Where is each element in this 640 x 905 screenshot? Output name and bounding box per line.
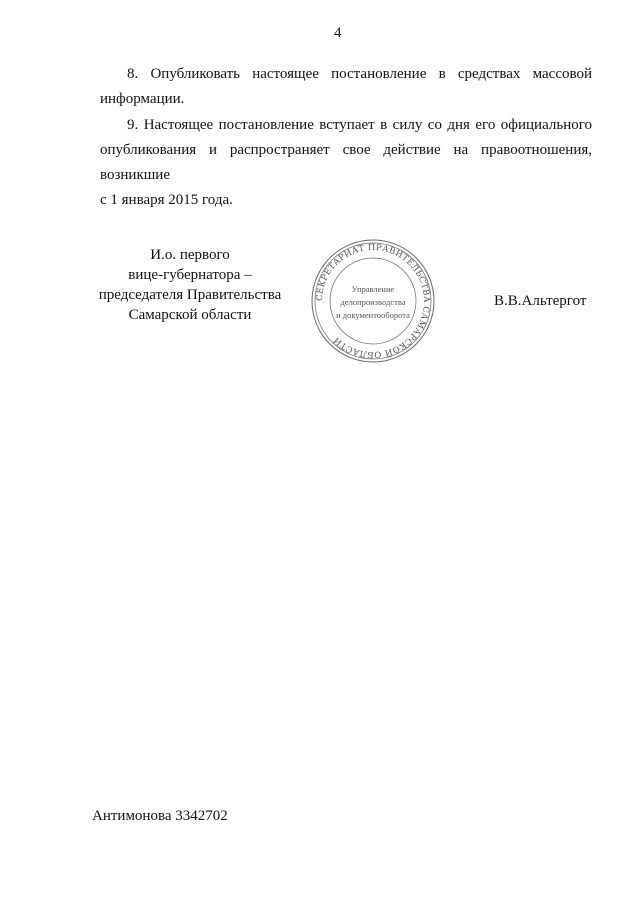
stamp-ring-text: СЕКРЕТАРИАТ ПРАВИТЕЛЬСТВА САМАРСКОЙ ОБЛАСТИ bbox=[314, 242, 432, 360]
paragraph-9 bbox=[100, 113, 592, 213]
paragraph-line: 8. Опубликовать настоящее постановление в средствах массовой bbox=[127, 66, 592, 82]
paragraph-line: информации. bbox=[100, 91, 185, 107]
official-stamp bbox=[310, 238, 436, 364]
paragraph-line: с 1 января 2015 года. bbox=[100, 192, 233, 208]
signatory-title bbox=[90, 245, 290, 325]
title-line: И.о. первого bbox=[150, 247, 230, 263]
stamp-center-line: делопроизводства bbox=[340, 297, 406, 307]
signatory-name: В.В.Альтергот bbox=[494, 293, 587, 309]
title-line: вице-губернатора – bbox=[128, 267, 252, 283]
paragraph-line: 9. Настоящее постановление вступает в силу со дня его официального bbox=[127, 117, 592, 133]
stamp-center-line: и документооборота bbox=[336, 310, 410, 320]
executor-info: Антимонова 3342702 bbox=[92, 808, 228, 824]
paragraph-8 bbox=[100, 62, 592, 112]
stamp-center-line: Управление bbox=[351, 284, 395, 294]
title-line: Самарской области bbox=[128, 307, 252, 323]
page-number: 4 bbox=[334, 25, 342, 41]
paragraph-line: опубликования и распространяет свое действие на правоотношения, возникшие bbox=[100, 142, 592, 183]
title-line: председателя Правительства bbox=[98, 287, 282, 303]
